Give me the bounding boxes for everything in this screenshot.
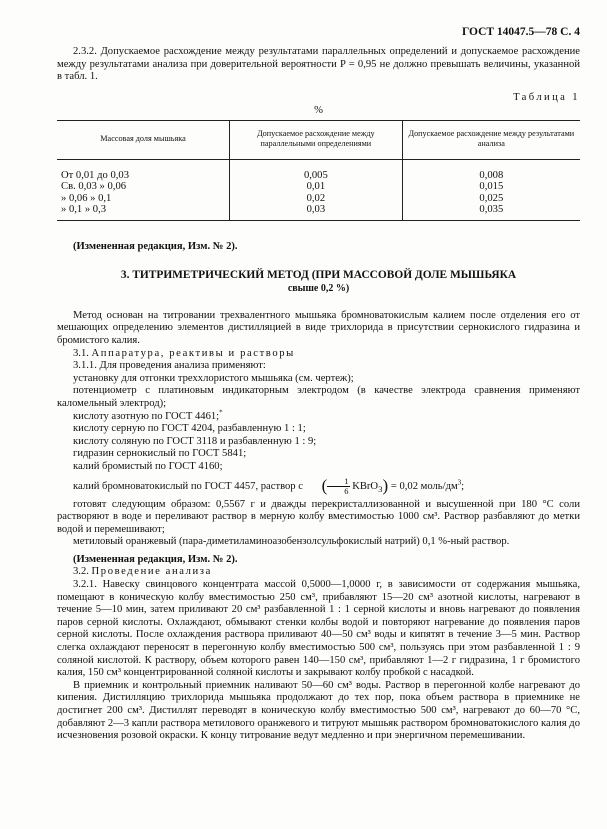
table-column-mass-fraction bbox=[57, 159, 230, 219]
list-item: калий бромистый по ГОСТ 4160; bbox=[73, 460, 223, 472]
kbro3-formula: ( $\frac{1}{6}$ KBrO$_3$) bbox=[321, 475, 389, 496]
list-item: потенциометр с платиновым индикаторным электродом (в качестве электрода сравнения применяют каломельный электрод); bbox=[57, 385, 580, 409]
table-header-mass-fraction: Массовая доля мышьяка bbox=[57, 120, 230, 159]
table-cell: 0,015 bbox=[479, 181, 504, 193]
table-header-parallel: Допускаемое расхождение между параллельными определениями bbox=[230, 120, 403, 159]
list-item-kbro3: калий бромноватокислый по ГОСТ 4457, раствор с ( $\frac{1}{6}$ KBrO$_3$) = 0,02 моль/$дм^3$; bbox=[73, 475, 465, 496]
subsection-3-2-heading bbox=[57, 566, 580, 579]
subsection-3-2-title: Проведение анализа bbox=[91, 566, 212, 578]
table-1 bbox=[57, 120, 580, 220]
section-3-subtitle: свыше 0,2 %) bbox=[287, 283, 350, 295]
table-label: Таблица 1 bbox=[513, 91, 580, 103]
page-header: ГОСТ 14047.5—78 С. 4 bbox=[461, 26, 580, 38]
table-cell: 0,03 bbox=[306, 204, 326, 216]
kbro3-preparation: готовят следующим образом: 0,5567 г и дважды перекристаллизованной и высушенной при 180 °С соли растворяют в воде и переливают раствор в мерную колбу вместимостью 1000 см³. Раствор разбавляют до метки водой и перемешивают; bbox=[57, 498, 580, 535]
table-cell: От 0,01 до 0,03 bbox=[61, 169, 129, 181]
paragraph-3-1-1: 3.1.1. Для проведения анализа применяют: bbox=[73, 360, 266, 372]
section-3-title: 3. ТИТРИМЕТРИЧЕСКИЙ МЕТОД (ПРИ МАССОВОЙ ДОЛЕ МЫШЬЯКА bbox=[120, 269, 517, 282]
footnote-mark: * bbox=[219, 408, 223, 416]
list-item-text: кислоту азотную по ГОСТ 4461; bbox=[73, 410, 220, 422]
subsection-3-1-number: 3.1. bbox=[73, 347, 89, 359]
paragraph-2-3-2: 2.3.2. Допускаемое расхождение между результатами параллельных определений и допускаемое расхождение между результатами анализа при доверительной вероятности P = 0,95 не должно превышать величины, указанной в табл. 1. bbox=[57, 46, 580, 83]
subsection-3-1-heading bbox=[57, 348, 580, 361]
edition-note: (Измененная редакция, Изм. № 2). bbox=[73, 553, 238, 565]
table-cell: 0,008 bbox=[479, 169, 504, 181]
table-cell: Св. 0,03 » 0,06 bbox=[61, 181, 127, 193]
paragraph-distillation: В приемник и контрольный приемник наливают 50—60 см³ воды. Раствор в перегонной колбе нагревают до кипения. Дистилляцию трихлорида мышьяка продолжают до тех пор, пока объем раствора в приемнике не достигнет 200 см³. Дистиллят переводят в коническую колбу вместимостью 500 см³, нагревают до 60—70 °С, добавляют 2—3 капли раствора метилового оранжевого и титруют мышьяк раствором бромноватокислого калия до исчезновения розовой окраски. К концу титрование ведут медленно и при энергичном перемешивании. bbox=[57, 679, 580, 742]
subsection-3-1-title: Аппаратура, реактивы и растворы bbox=[91, 347, 295, 359]
table-cell: 0,025 bbox=[479, 192, 504, 204]
list-item: установку для отгонки треххлористого мышьяка (см. чертеж); bbox=[73, 372, 354, 384]
subsection-3-2-number: 3.2. bbox=[73, 566, 89, 578]
list-item: гидразин сернокислый по ГОСТ 5841; bbox=[73, 448, 247, 460]
table-cell: » 0,06 » 0,1 bbox=[61, 192, 112, 204]
table-unit: % bbox=[314, 105, 323, 117]
list-item: кислоту серную по ГОСТ 4204, разбавленную 1 : 1; bbox=[73, 423, 306, 435]
paragraph-3-2-1: 3.2.1. Навеску свинцового концентрата массой 0,5000—1,0000 г, в зависимости от содержания мышьяка, помещают в коническую колбу вместимостью 250 см³, прибавляют 15—20 см³ азотной кислоты, нагревают в течение 5—10 мин, затем приливают 20 см³ разбавленной 1 : 1 серной кислоты и вновь нагревают до появления паров серной кислоты. Охлаждают, обмывают стенки колбы водой и повторяют нагревание до появления паров серной кислоты. После охлаждения раствора приливают 40—50 см³ воды и кипятят в течение 3—5 мин. Раствор слегка охлаждают переносят в перегонную колбу вместимостью 500 см³, пользуясь при этом разбавленной 1 : 9 соляной кислотой. К раствору, объем которого равен 140—150 см³, прибавляют 1—2 г гидразина, 1 г бромистого калия, 150 см³ концентрированной соляной кислоты и закрывают колбу пробкой с насадкой. bbox=[57, 579, 580, 679]
list-item: кислоту соляную по ГОСТ 3118 и разбавленную 1 : 9; bbox=[73, 435, 317, 447]
list-item-nitric-acid bbox=[57, 408, 580, 424]
table-cell: 0,005 bbox=[303, 169, 328, 181]
kbro3-text: калий бромноватокислый по ГОСТ 4457, раствор с bbox=[73, 480, 303, 492]
table-cell: 0,01 bbox=[306, 181, 326, 193]
document-page bbox=[57, 26, 580, 743]
list-item: метиловый оранжевый (пара-диметиламиноазобензолсульфокислый натрий) 0,1 %-ный раствор. bbox=[73, 536, 510, 548]
table-bottom-rule bbox=[57, 220, 580, 221]
table-cell: 0,035 bbox=[479, 204, 504, 216]
edition-note: (Измененная редакция, Изм. № 2). bbox=[73, 240, 238, 252]
table-cell: » 0,1 » 0,3 bbox=[61, 204, 107, 216]
fraction: $\frac{1}{6}$ bbox=[327, 477, 349, 496]
method-intro: Метод основан на титровании трехвалентного мышьяка бромноватокислым калием после отделения его от мешающих определению элементов дистилляцией в виде трихлорида в присутствии сернокислого гидразина и бромистого калия. bbox=[57, 309, 580, 346]
table-column-parallel bbox=[230, 159, 403, 219]
table-header-results: Допускаемое расхождение между результатами анализа bbox=[402, 120, 580, 159]
table-cell: 0,02 bbox=[306, 192, 326, 204]
table-column-results bbox=[402, 159, 580, 219]
